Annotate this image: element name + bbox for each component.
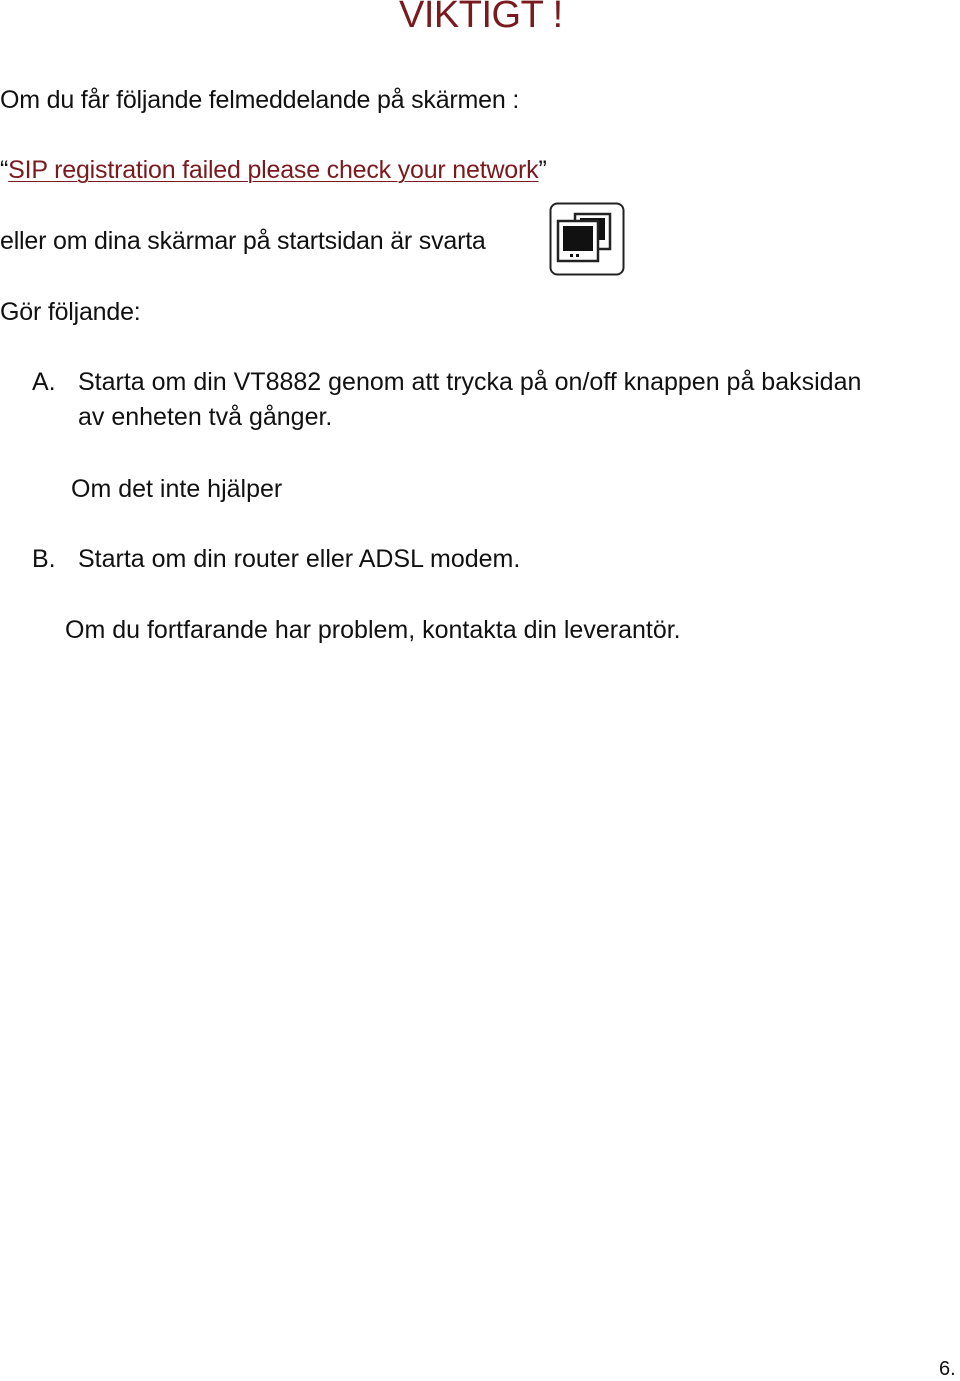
open-quote: “ xyxy=(0,156,9,184)
step-b-text: Starta om din router eller ADSL modem. xyxy=(78,545,521,573)
black-screens-text: eller om dina skärmar på startsidan är svarta xyxy=(0,227,486,255)
if-not-helping-text: Om det inte hjälper xyxy=(71,475,283,503)
contact-text: Om du fortfarande har problem, kontakta din leverantör. xyxy=(65,616,681,644)
intro-text: Om du får följande felmeddelande på skärmen : xyxy=(0,86,520,114)
step-a-text: Starta om din VT8882 genom att trycka på on/off knappen på baksidan xyxy=(78,368,862,396)
instructions-heading: Gör följande: xyxy=(0,298,141,326)
step-a-label: A. xyxy=(32,368,56,396)
page-number: 6. xyxy=(939,1358,956,1380)
page-title: VIKTIGT ! xyxy=(399,0,563,36)
step-a-text-continued: av enheten två gånger. xyxy=(78,403,333,431)
step-b-label: B. xyxy=(32,545,56,573)
error-message xyxy=(0,158,547,183)
close-quote: ” xyxy=(538,156,547,184)
black-screens-icon xyxy=(549,202,625,276)
error-message-text: SIP registration failed please check your network xyxy=(8,156,539,184)
